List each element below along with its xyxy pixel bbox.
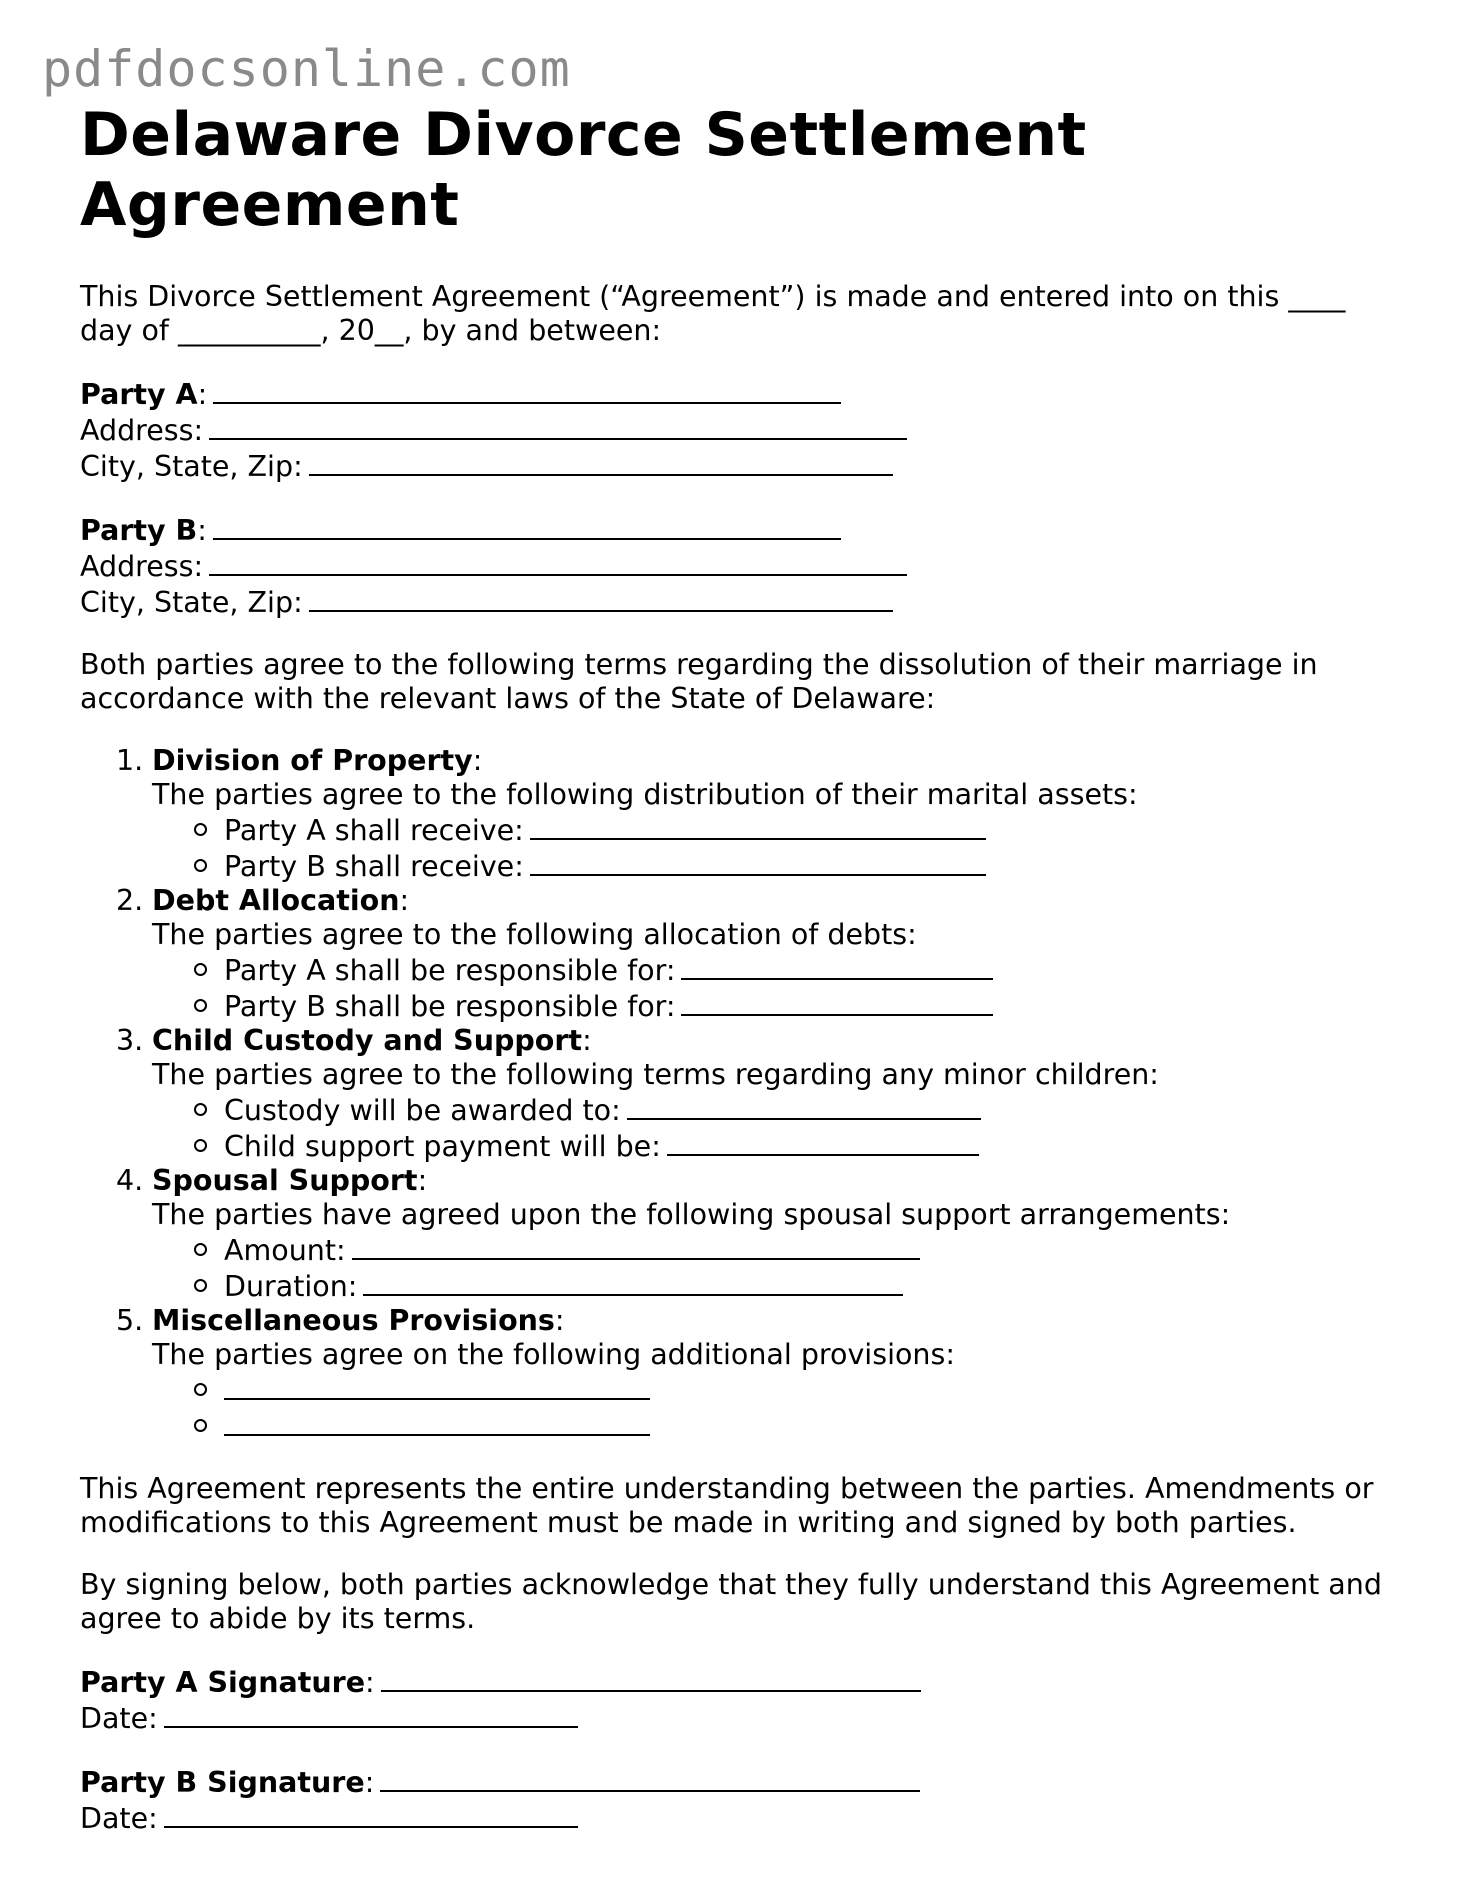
list-item: Child support payment will be:	[224, 1128, 1400, 1164]
party-b-name-field[interactable]	[213, 512, 841, 540]
intro-line-2: day of __________, 20__, by and between:	[80, 314, 662, 347]
party-a-debt-field[interactable]	[681, 952, 993, 980]
list-item: Party A shall be responsible for:	[224, 952, 1400, 988]
party-b-city-label: City, State, Zip:	[80, 586, 303, 619]
section-title: Debt Allocation	[152, 884, 400, 917]
document-page	[80, 100, 1400, 1836]
list-item	[224, 1408, 1400, 1444]
section-spousal-support: Spousal Support: The parties have agreed upon the following spousal support arrangements: Amount: Duration:	[152, 1164, 1400, 1304]
party-b-date-field[interactable]	[164, 1800, 578, 1828]
party-a-name-field[interactable]	[213, 376, 841, 404]
party-b-signature-field[interactable]	[380, 1764, 920, 1792]
list-item: Party A shall receive:	[224, 812, 1400, 848]
section-description: The parties have agreed upon the following spousal support arrangements:	[152, 1198, 1231, 1231]
section-description: The parties agree to the following terms regarding any minor children:	[152, 1058, 1159, 1091]
party-b-block: Party B: Address: City, State, Zip:	[80, 512, 1400, 620]
party-a-address-field[interactable]	[209, 412, 907, 440]
party-b-signature-block: Party B Signature: Date:	[80, 1764, 1400, 1836]
closing-paragraph-1: This Agreement represents the entire understanding between the parties. Amendments or modifications to this Agreement must be made in writing and signed by both parties.	[80, 1472, 1374, 1539]
party-b-receive-field[interactable]	[530, 848, 986, 876]
party-b-city-field[interactable]	[309, 584, 893, 612]
list-item: Party B shall be responsible for:	[224, 988, 1400, 1024]
party-a-date-label: Date:	[80, 1702, 158, 1735]
party-a-block: Party A: Address: City, State, Zip:	[80, 376, 1400, 484]
party-b-label: Party B	[80, 514, 198, 547]
party-b-address-field[interactable]	[209, 548, 907, 576]
list-item: Custody will be awarded to:	[224, 1092, 1400, 1128]
section-division-of-property: Division of Property: The parties agree to the following distribution of their marital assets: Party A shall receive: Party B shall receive:	[152, 744, 1400, 884]
party-a-signature-label: Party A Signature	[80, 1666, 366, 1699]
watermark-logo: pdfdocsonline.com	[42, 40, 571, 98]
party-a-label: Party A	[80, 378, 198, 411]
party-b-debt-field[interactable]	[681, 988, 993, 1016]
party-a-city-label: City, State, Zip:	[80, 450, 303, 483]
party-b-date-label: Date:	[80, 1802, 158, 1835]
section-description: The parties agree on the following additional provisions:	[152, 1338, 955, 1371]
document-title: Delaware Divorce Settlement Agreement	[80, 100, 1087, 240]
list-item	[224, 1372, 1400, 1408]
terms-intro: Both parties agree to the following terms regarding the dissolution of their marriage in accordance with the relevant laws of the State of Delaware:	[80, 648, 1318, 715]
section-description: The parties agree to the following allocation of debts:	[152, 918, 917, 951]
closing-paragraph-2: By signing below, both parties acknowledge that they fully understand this Agreement and agree to abide by its terms.	[80, 1568, 1382, 1635]
intro-paragraph	[80, 280, 1400, 348]
custody-field[interactable]	[627, 1092, 981, 1120]
child-support-field[interactable]	[667, 1128, 979, 1156]
intro-line-1: This Divorce Settlement Agreement (“Agreement”) is made and entered into on this ____	[80, 280, 1346, 313]
party-a-city-field[interactable]	[309, 448, 893, 476]
section-title: Division of Property	[152, 744, 473, 777]
terms-list	[80, 744, 1400, 1444]
list-item: Duration:	[224, 1268, 1400, 1304]
party-a-receive-field[interactable]	[530, 812, 986, 840]
section-miscellaneous: Miscellaneous Provisions: The parties agree on the following additional provisions:	[152, 1304, 1400, 1444]
party-b-address-label: Address:	[80, 550, 204, 583]
section-title: Child Custody and Support	[152, 1024, 583, 1057]
provision-field-2[interactable]	[224, 1408, 650, 1436]
list-item: Party B shall receive:	[224, 848, 1400, 884]
section-description: The parties agree to the following distribution of their marital assets:	[152, 778, 1138, 811]
party-a-date-field[interactable]	[164, 1700, 578, 1728]
party-a-signature-block: Party A Signature: Date:	[80, 1664, 1400, 1736]
amount-field[interactable]	[352, 1232, 920, 1260]
section-title: Spousal Support	[152, 1164, 418, 1197]
section-debt-allocation: Debt Allocation: The parties agree to the following allocation of debts: Party A shall be responsible for: Party B shall be responsible for:	[152, 884, 1400, 1024]
party-a-signature-field[interactable]	[381, 1664, 921, 1692]
party-b-signature-label: Party B Signature	[80, 1766, 365, 1799]
duration-field[interactable]	[363, 1268, 903, 1296]
provision-field-1[interactable]	[224, 1372, 650, 1400]
list-item: Amount:	[224, 1232, 1400, 1268]
section-child-custody: Child Custody and Support: The parties agree to the following terms regarding any minor children: Custody will be awarded to: Child support payment will be:	[152, 1024, 1400, 1164]
party-a-address-label: Address:	[80, 414, 204, 447]
section-title: Miscellaneous Provisions	[152, 1304, 555, 1337]
